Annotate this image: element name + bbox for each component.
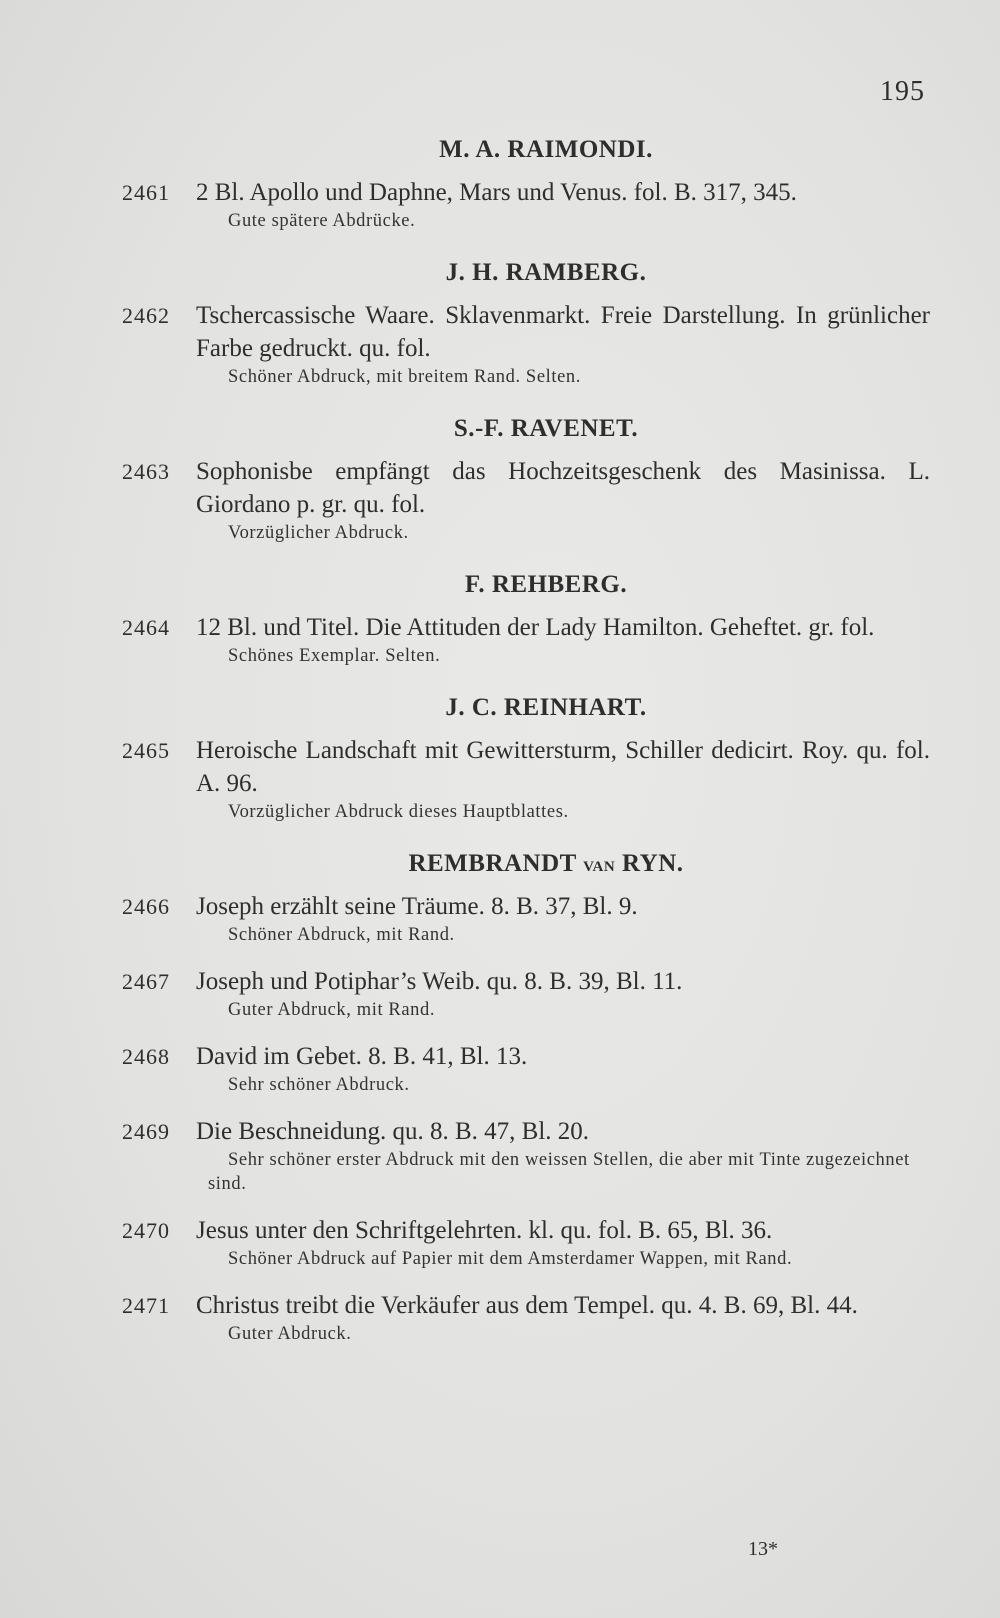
entry-number: 2464 — [122, 615, 170, 640]
catalog-entry — [122, 890, 930, 947]
entry-title: 2 Bl. Apollo und Daphne, Mars und Venus. fol. B. 317, 345. — [196, 179, 797, 206]
entry-note: Guter Abdruck, mit Rand. — [228, 1000, 436, 1020]
entry-note: Guter Abdruck. — [228, 1324, 352, 1344]
entry-note: Sehr schöner erster Abdruck mit den weissen Stellen, die aber mit Tinte zugezeichnet sind. — [208, 1150, 910, 1194]
catalog-entry — [122, 455, 930, 545]
entry-title: Christus treibt die Verkäufer aus dem Tempel. qu. 4. B. 69, Bl. 44. — [196, 1292, 858, 1319]
catalog-entry — [122, 611, 930, 668]
entry-title: Joseph erzählt seine Träume. 8. B. 37, Bl. 9. — [196, 893, 638, 920]
entry-note: Schöner Abdruck, mit breitem Rand. Selten. — [228, 367, 581, 387]
entry-title: Heroische Landschaft mit Gewittersturm, Schiller dedicirt. Roy. qu. fol. A. 96. — [196, 737, 930, 797]
catalog-entry — [122, 965, 930, 1022]
entry-note: Schöner Abdruck, mit Rand. — [228, 925, 455, 945]
entry-number: 2467 — [122, 969, 170, 994]
entry-number: 2461 — [122, 180, 170, 205]
catalog-entry — [122, 1115, 930, 1196]
artist-heading-ramberg: J. H. RAMBERG. — [445, 259, 647, 286]
catalog-entry — [122, 1040, 930, 1097]
entry-number: 2470 — [122, 1218, 170, 1243]
entry-number: 2463 — [122, 459, 170, 484]
catalog-entry — [122, 734, 930, 824]
artist-heading-ravenet: S.-F. RAVENET. — [453, 415, 639, 442]
entry-title: Tschercassische Waare. Sklavenmarkt. Freie Darstellung. In grünlicher Farbe gedruckt. qu. fol. — [196, 302, 930, 362]
entry-note: Schönes Exemplar. Selten. — [228, 646, 441, 666]
entry-number: 2462 — [122, 303, 170, 328]
entry-note: Sehr schöner Abdruck. — [228, 1075, 410, 1095]
artist-heading-rehberg: F. REHBERG. — [464, 571, 628, 598]
entry-title: Jesus unter den Schriftgelehrten. kl. qu. fol. B. 65, Bl. 36. — [196, 1217, 773, 1244]
artist-heading-reinhart: J. C. REINHART. — [445, 694, 647, 721]
artist-name-main: REMBRANDT — [408, 850, 577, 877]
entry-number: 2466 — [122, 894, 170, 919]
entry-note: Gute spätere Abdrücke. — [228, 211, 416, 231]
entry-title: 12 Bl. und Titel. Die Attituden der Lady Hamilton. Geheftet. gr. fol. — [196, 614, 875, 641]
signature-mark: 13* — [748, 1538, 778, 1560]
entry-number: 2471 — [122, 1293, 170, 1318]
catalog-content — [122, 134, 930, 1346]
catalog-entry — [122, 1289, 930, 1346]
entry-number: 2465 — [122, 738, 170, 763]
entry-title: Joseph und Potiphar’s Weib. qu. 8. B. 39, Bl. 11. — [196, 968, 683, 995]
entry-title: Die Beschneidung. qu. 8. B. 47, Bl. 20. — [196, 1118, 590, 1145]
artist-heading-rembrandt — [122, 848, 930, 880]
entry-note: Vorzüglicher Abdruck. — [228, 523, 409, 543]
entry-title: Sophonisbe empfängt das Hochzeitsgeschenk des Masinissa. L. Giordano p. gr. qu. fol. — [196, 458, 930, 518]
page-number: 195 — [880, 76, 925, 107]
artist-name-particle: van — [583, 851, 616, 876]
entry-number: 2469 — [122, 1119, 170, 1144]
catalog-entry — [122, 176, 930, 233]
entry-note: Schöner Abdruck auf Papier mit dem Amsterdamer Wappen, mit Rand. — [228, 1249, 793, 1269]
entry-title: David im Gebet. 8. B. 41, Bl. 13. — [196, 1043, 528, 1070]
catalog-entry — [122, 1214, 930, 1271]
entry-note: Vorzüglicher Abdruck dieses Hauptblattes. — [228, 802, 569, 822]
catalog-entry — [122, 299, 930, 389]
artist-heading-raimondi: M. A. RAIMONDI. — [439, 136, 653, 163]
artist-name-tail: RYN. — [621, 850, 684, 877]
entry-number: 2468 — [122, 1044, 170, 1069]
